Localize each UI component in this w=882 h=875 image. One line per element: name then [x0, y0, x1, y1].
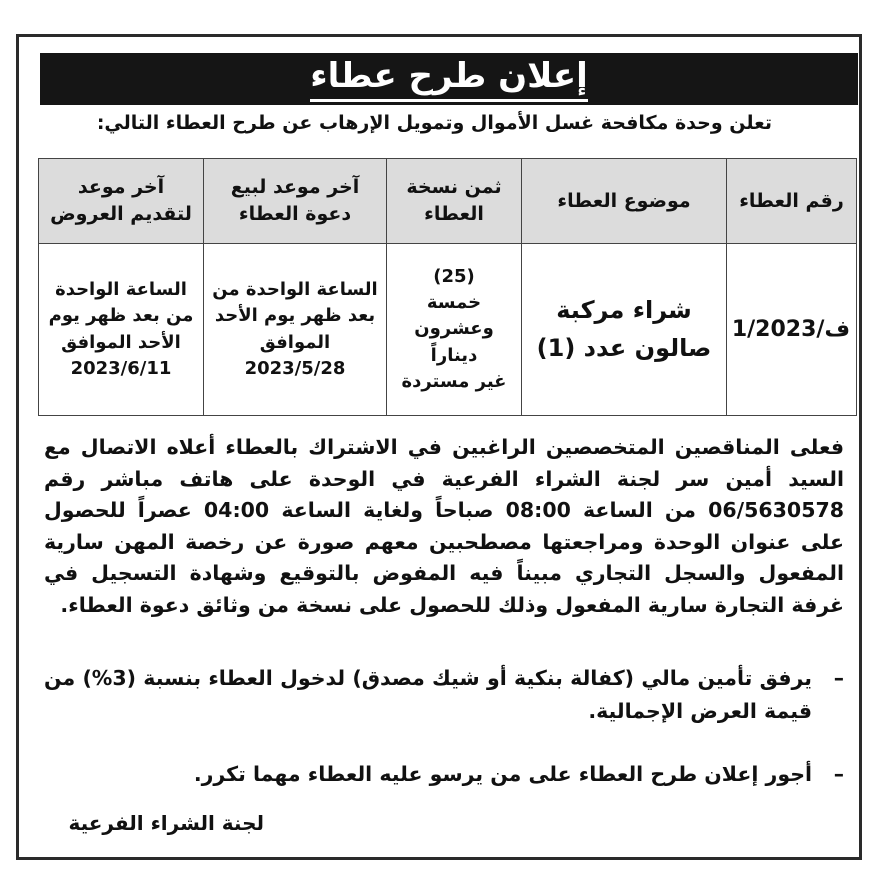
submission-deadline-line: الأحد الموافق — [61, 331, 181, 353]
sale-deadline-line: الساعة الواحدة من — [212, 279, 378, 301]
signature: لجنة الشراء الفرعية — [68, 811, 264, 835]
subject-line: شراء مركبة — [556, 296, 692, 325]
table-row — [39, 244, 857, 416]
header-sale-deadline — [204, 159, 387, 244]
submission-deadline-line: الساعة الواحدة — [55, 279, 187, 301]
bullet-text: يرفق تأمين مالي (كفالة بنكية أو شيك مصدق) لدخول العطاء بنسبة (3%) من قيمة العرض الإجمالية. — [44, 666, 813, 723]
tender-table — [38, 158, 857, 416]
header-sale-deadline-line: آخر موعد لبيع — [230, 176, 360, 199]
sale-deadline-line: بعد ظهر يوم الأحد — [214, 305, 376, 327]
header-submission-deadline — [39, 159, 204, 244]
cell-subject — [522, 244, 727, 416]
header-sale-deadline-line: دعوة العطاء — [238, 203, 352, 225]
header-submission-deadline-line: لتقديم العروض — [50, 203, 192, 225]
title-banner — [40, 53, 858, 105]
bullet-dash: – — [833, 762, 844, 786]
sale-deadline-line: الموافق — [259, 331, 331, 353]
price-line: غير مستردة — [401, 370, 507, 392]
bullet-guarantee — [44, 662, 844, 728]
sale-deadline-date: 2023/5/28 — [244, 357, 346, 379]
header-subject: موضوع العطاء — [522, 159, 727, 244]
bullet-ad-fees — [44, 758, 844, 791]
header-submission-deadline-line: آخر موعد — [77, 176, 165, 199]
table-header-row — [39, 159, 857, 244]
subject-line: صالون عدد (1) — [536, 333, 712, 362]
cell-sale-deadline — [204, 244, 387, 416]
cell-submission-deadline — [39, 244, 204, 416]
cell-copy-price — [387, 244, 522, 416]
cell-tender-number: ف/1/2023 — [727, 244, 857, 416]
body-paragraph: فعلى المناقصين المتخصصين الراغبين في الاشتراك بالعطاء أعلاه الاتصال مع السيد أمين سر لجنة الشراء الفرعية في الوحدة على هاتف مباشر رقم 06/5630578 من الساعة 08:00 صباحاً ولغاية الساعة 04:00 عصراً للحصول على عنوان الوحدة ومراجعتها مصطحبين معهم صورة عن رخصة المهن سارية المفعول والسجل التجاري مبيناً فيه المفوض بالتوقيع وشهادة التسجيل في غرفة التجارة سارية المفعول وذلك للحصول على نسخة من وثائق دعوة العطاء. — [44, 435, 844, 617]
bullet-dash: – — [833, 666, 844, 690]
price-line: خمسة — [426, 292, 482, 314]
header-tender-number: رقم العطاء — [727, 159, 857, 244]
submission-deadline-line: من بعد ظهر يوم — [48, 305, 194, 327]
intro-text: تعلن وحدة مكافحة غسل الأموال وتمويل الإرهاب عن طرح العطاء التالي: — [96, 112, 772, 134]
page-title: إعلان طرح عطاء — [310, 56, 588, 102]
bullet-text: أجور إعلان طرح العطاء على من يرسو عليه العطاء مهما تكرر. — [193, 762, 812, 786]
submission-deadline-date: 2023/6/11 — [70, 357, 172, 379]
price-line: (25) — [433, 266, 475, 288]
price-line: وعشرون — [414, 318, 494, 340]
header-copy-price — [387, 159, 522, 244]
header-copy-price-line: العطاء — [424, 203, 484, 225]
header-copy-price-line: ثمن نسخة — [406, 176, 502, 199]
price-line: ديناراً — [430, 344, 478, 366]
